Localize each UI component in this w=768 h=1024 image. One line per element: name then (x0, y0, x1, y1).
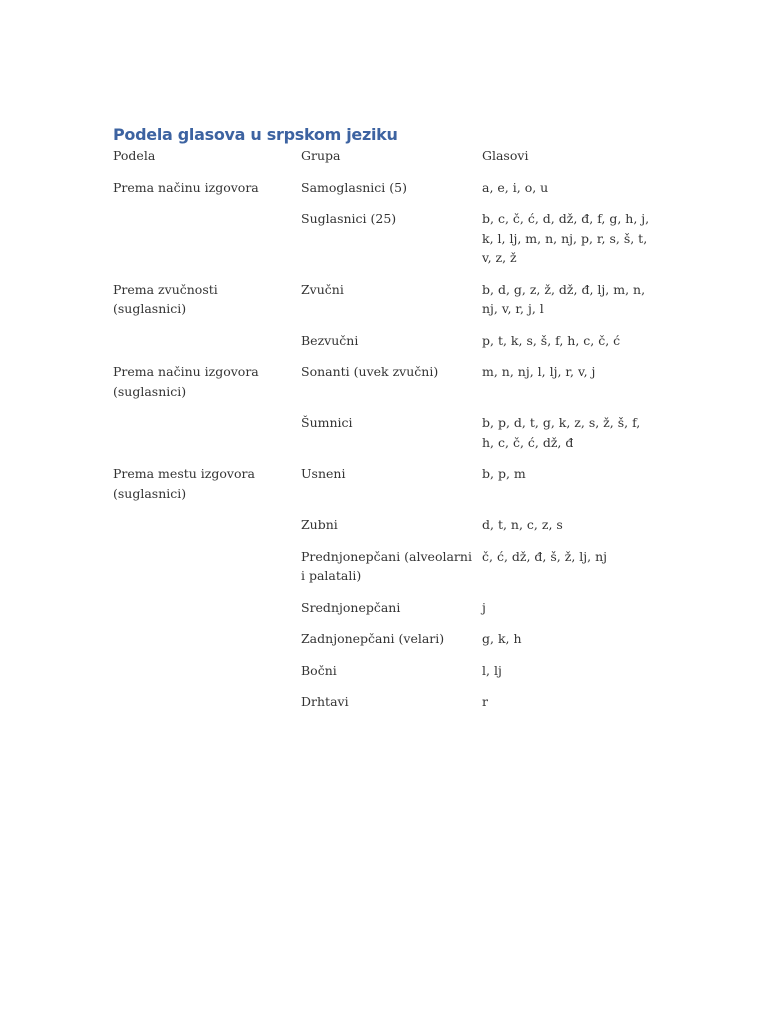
cell-glasovi: m, n, nj, l, lj, r, v, j (482, 364, 596, 379)
table-row (113, 280, 653, 331)
phoneme-table (113, 146, 653, 724)
cell-podela (113, 209, 301, 280)
cell-grupa: Zubni (301, 517, 338, 532)
cell-grupa: Bezvučni (301, 332, 359, 348)
cell-grupa: Suglasnici (25) (301, 211, 397, 226)
cell-podela (113, 547, 301, 598)
header-podela: Podela (113, 148, 156, 163)
document-page (113, 124, 653, 724)
cell-glasovi: r (482, 694, 488, 709)
table-row (113, 464, 653, 515)
table-row (113, 413, 653, 464)
cell-grupa: Usneni (301, 466, 346, 481)
cell-podela (113, 413, 301, 464)
cell-glasovi: č, ć, dž, đ, š, ž, lj, nj (482, 548, 608, 564)
cell-grupa: Srednjonepčani (301, 599, 401, 615)
cell-podela: Prema načinu izgovora (suglasnici) (113, 364, 259, 399)
document-title: Podela glasova u srpskom jeziku (113, 125, 398, 144)
cell-grupa: Samoglasnici (5) (301, 179, 407, 195)
cell-glasovi: d, t, n, c, z, s (482, 517, 563, 532)
cell-podela: Prema zvučnosti (suglasnici) (113, 281, 218, 316)
cell-glasovi: l, lj (482, 662, 502, 678)
cell-podela (113, 661, 301, 693)
cell-glasovi: b, p, d, t, g, k, z, s, ž, š, f, h, c, č, ć, dž, đ (482, 415, 641, 450)
table-row (113, 547, 653, 598)
cell-grupa: Prednjonepčani (alveolarni i palatali) (301, 548, 472, 583)
cell-glasovi: b, p, m (482, 466, 526, 481)
cell-podela (113, 331, 301, 363)
cell-grupa: Zadnjonepčani (velari) (301, 631, 445, 646)
cell-podela (113, 515, 301, 547)
cell-glasovi: a, e, i, o, u (482, 179, 549, 195)
cell-grupa: Drhtavi (301, 694, 349, 709)
cell-grupa: Zvučni (301, 281, 344, 297)
header-glasovi: Glasovi (482, 148, 529, 163)
table-row (113, 331, 653, 363)
table-row (113, 515, 653, 547)
cell-podela (113, 629, 301, 661)
cell-podela: Prema mestu izgovora (suglasnici) (113, 466, 255, 501)
cell-podela: Prema načinu izgovora (113, 179, 259, 195)
cell-grupa: Sonanti (uvek zvučni) (301, 364, 439, 379)
table-row (113, 178, 653, 210)
header-grupa: Grupa (301, 148, 341, 163)
cell-glasovi: j (482, 599, 486, 615)
cell-podela (113, 598, 301, 630)
table-row (113, 209, 653, 280)
table-header-row (113, 146, 653, 178)
cell-glasovi: b, c, č, ć, d, dž, đ, f, g, h, j, k, l, lj, m, n, nj, p, r, s, š, t, v, z, ž (482, 211, 650, 265)
cell-grupa: Šumnici (301, 415, 353, 430)
table-row (113, 661, 653, 693)
cell-glasovi: b, d, g, z, ž, dž, đ, lj, m, n, nj, v, r, j, l (482, 281, 646, 316)
table-row (113, 629, 653, 661)
table-row (113, 692, 653, 724)
cell-podela (113, 692, 301, 724)
table-row (113, 598, 653, 630)
cell-glasovi: p, t, k, s, š, f, h, c, č, ć (482, 332, 621, 348)
cell-grupa: Bočni (301, 662, 337, 678)
cell-glasovi: g, k, h (482, 631, 522, 646)
table-row (113, 362, 653, 413)
